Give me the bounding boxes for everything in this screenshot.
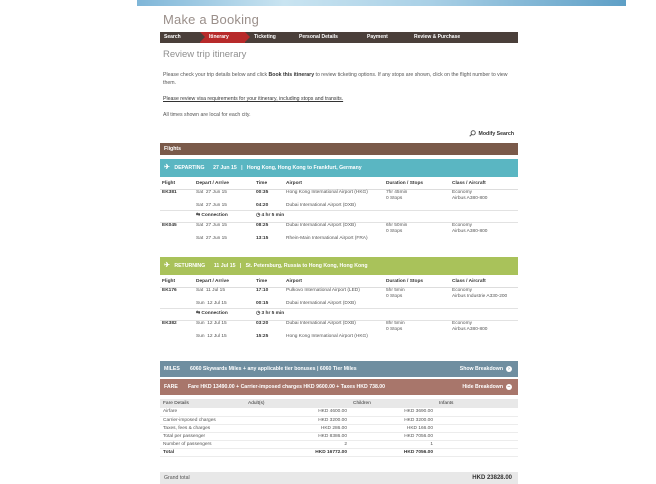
step-search[interactable]: Search: [160, 32, 200, 43]
returning-bar: ✈ RETURNING 11 Jul 15 | St. Petersburg, Russia to Hong Kong, Hong Kong: [160, 257, 518, 275]
table-header-row: [160, 179, 518, 189]
col-airport: Airport: [284, 179, 384, 189]
table-row: Total HKD 16772.00 HKD 7056.00: [160, 448, 518, 456]
table-row: Sun 12 Jul 15 00:15 Dubai International Airport (DXB): [196, 301, 356, 306]
returning-label: RETURNING: [174, 263, 206, 269]
fare-bar: [160, 379, 518, 395]
departing-label: DEPARTING: [174, 165, 205, 171]
table-row: EK382 Sun 12 Jul 15 03:20 Dubai International Airport (DXB) 8hr 5min 0 Stops Economy Airbus A380-800: [162, 321, 488, 332]
step-personal-details[interactable]: Personal Details: [290, 32, 358, 43]
table-row: EK381 Sat 27 Jun 15 00:35 Hong Kong International Airport (HKG) 7hr 45min 0 Stops Economy Airbus A380-800: [162, 190, 488, 201]
col-depart: Depart / Arrive: [194, 179, 254, 189]
table-row: Carrier-imposed charges HKD 3200.00 HKD 3200.00: [160, 416, 518, 424]
table-row: Sat 27 Jun 15 04:20 Dubai International Airport (DXB): [196, 203, 356, 208]
flights-header: Flights: [160, 143, 518, 155]
grand-total-row: [160, 472, 518, 484]
miles-bar: [160, 361, 518, 377]
step-ticketing[interactable]: Ticketing: [245, 32, 290, 43]
returning-table: [160, 277, 518, 341]
miles-label: MILES: [164, 366, 180, 372]
returning-date: 11 Jul 15: [213, 263, 236, 269]
flight-number-link[interactable]: EK176: [162, 288, 177, 293]
booking-steps: [160, 32, 518, 43]
page-title: Make a Booking: [163, 12, 260, 27]
departing-table: [160, 179, 518, 243]
section-subtitle: Review trip itinerary: [163, 49, 247, 60]
fare-text: Fare HKD 13490.00 + Carrier-imposed charges HKD 9600.00 + Taxes HKD 738.00: [187, 384, 386, 390]
flight-number-link[interactable]: EK381: [162, 190, 177, 195]
local-times-note: All times shown are local for each city.: [163, 112, 251, 118]
connection-row: ⇆ Connection ◷ 3 hr 5 min: [160, 308, 518, 320]
show-breakdown-button[interactable]: Show Breakdown ›: [460, 361, 512, 377]
modify-search-button[interactable]: Modify Search: [469, 130, 514, 137]
returning-route: St. Petersburg, Russia to Hong Kong, Hong Kong: [245, 263, 368, 269]
hide-breakdown-button[interactable]: Hide Breakdown −: [462, 384, 511, 390]
miles-text: 6060 Skywards Miles + any applicable tier bonuses | 6060 Tier Miles: [189, 366, 357, 372]
visa-requirements-link[interactable]: Please review visa requirements for your itinerary, including stops and transits.: [163, 96, 344, 102]
table-row: Sat 27 Jun 15 13:15 Rhein-Main International Airport (FRA): [196, 236, 368, 241]
col-flight: Flight: [160, 179, 194, 189]
flight-number-link[interactable]: EK382: [162, 321, 177, 326]
table-row: Number of passengers 2 1: [160, 440, 518, 448]
col-duration: Duration / Stops: [384, 179, 450, 189]
clock-icon: ◷: [256, 213, 261, 218]
col-class: Class / Aircraft: [450, 179, 518, 189]
departing-date: 27 Jun 15: [213, 165, 237, 171]
connection-row: ⇆ Connection ◷ 4 hr 5 min: [160, 210, 518, 222]
connection-icon: ⇆: [196, 311, 201, 316]
table-row: EK045 Sat 27 Jun 15 08:25 Dubai International Airport (DXB) 6hr 50min 0 Stops Economy Airbus A380-800: [162, 223, 488, 234]
magnifier-icon: [469, 130, 476, 137]
plane-icon: ✈: [164, 164, 170, 171]
departing-bar: ✈ DEPARTING 27 Jun 15 | Hong Kong, Hong Kong to Frankfurt, Germany: [160, 159, 518, 177]
fare-label: FARE: [164, 384, 178, 390]
step-itinerary[interactable]: Itinerary: [200, 32, 245, 43]
intro-text: Please check your trip details below and click Book this itinerary to review ticketing options. If any stops are shown, click on the flight number to view them.: [163, 72, 508, 86]
arrow-right-icon: ›: [506, 366, 512, 372]
grand-total-amount: HKD 23828.00: [472, 475, 512, 481]
minus-icon: −: [507, 384, 511, 390]
connection-icon: ⇆: [196, 213, 201, 218]
table-row: Airfare HKD 4600.00 HKD 3690.00: [160, 408, 518, 416]
fare-breakdown-table: [160, 399, 518, 457]
table-row: Sun 12 Jul 15 15:25 Hong Kong International Airport (HKG): [196, 334, 368, 339]
table-row: EK176 Sat 11 Jul 15 17:10 Pulkovo International Airport (LED) 5hr 5min 0 Stops Economy Airbus Industrie A330-200: [162, 288, 508, 299]
plane-icon: ✈: [164, 262, 170, 269]
flight-number-link[interactable]: EK045: [162, 223, 177, 228]
grand-total-label: Grand total: [164, 475, 190, 481]
table-header-row: Fare Details Adult(s) Children Infants: [160, 399, 518, 408]
table-header-row: Flight Depart / Arrive Time Airport Duration / Stops Class / Aircraft: [160, 277, 518, 287]
top-banner-image: [137, 0, 626, 6]
table-row: Total per passenger HKD 8386.00 HKD 7056.00: [160, 432, 518, 440]
step-review-purchase[interactable]: Review & Purchase: [405, 32, 518, 43]
col-time: Time: [254, 179, 284, 189]
table-row: Taxes, fees & charges HKD 286.00 HKD 166.00: [160, 424, 518, 432]
step-payment[interactable]: Payment: [358, 32, 405, 43]
clock-icon: ◷: [256, 311, 261, 316]
departing-route: Hong Kong, Hong Kong to Frankfurt, Germany: [246, 165, 362, 171]
